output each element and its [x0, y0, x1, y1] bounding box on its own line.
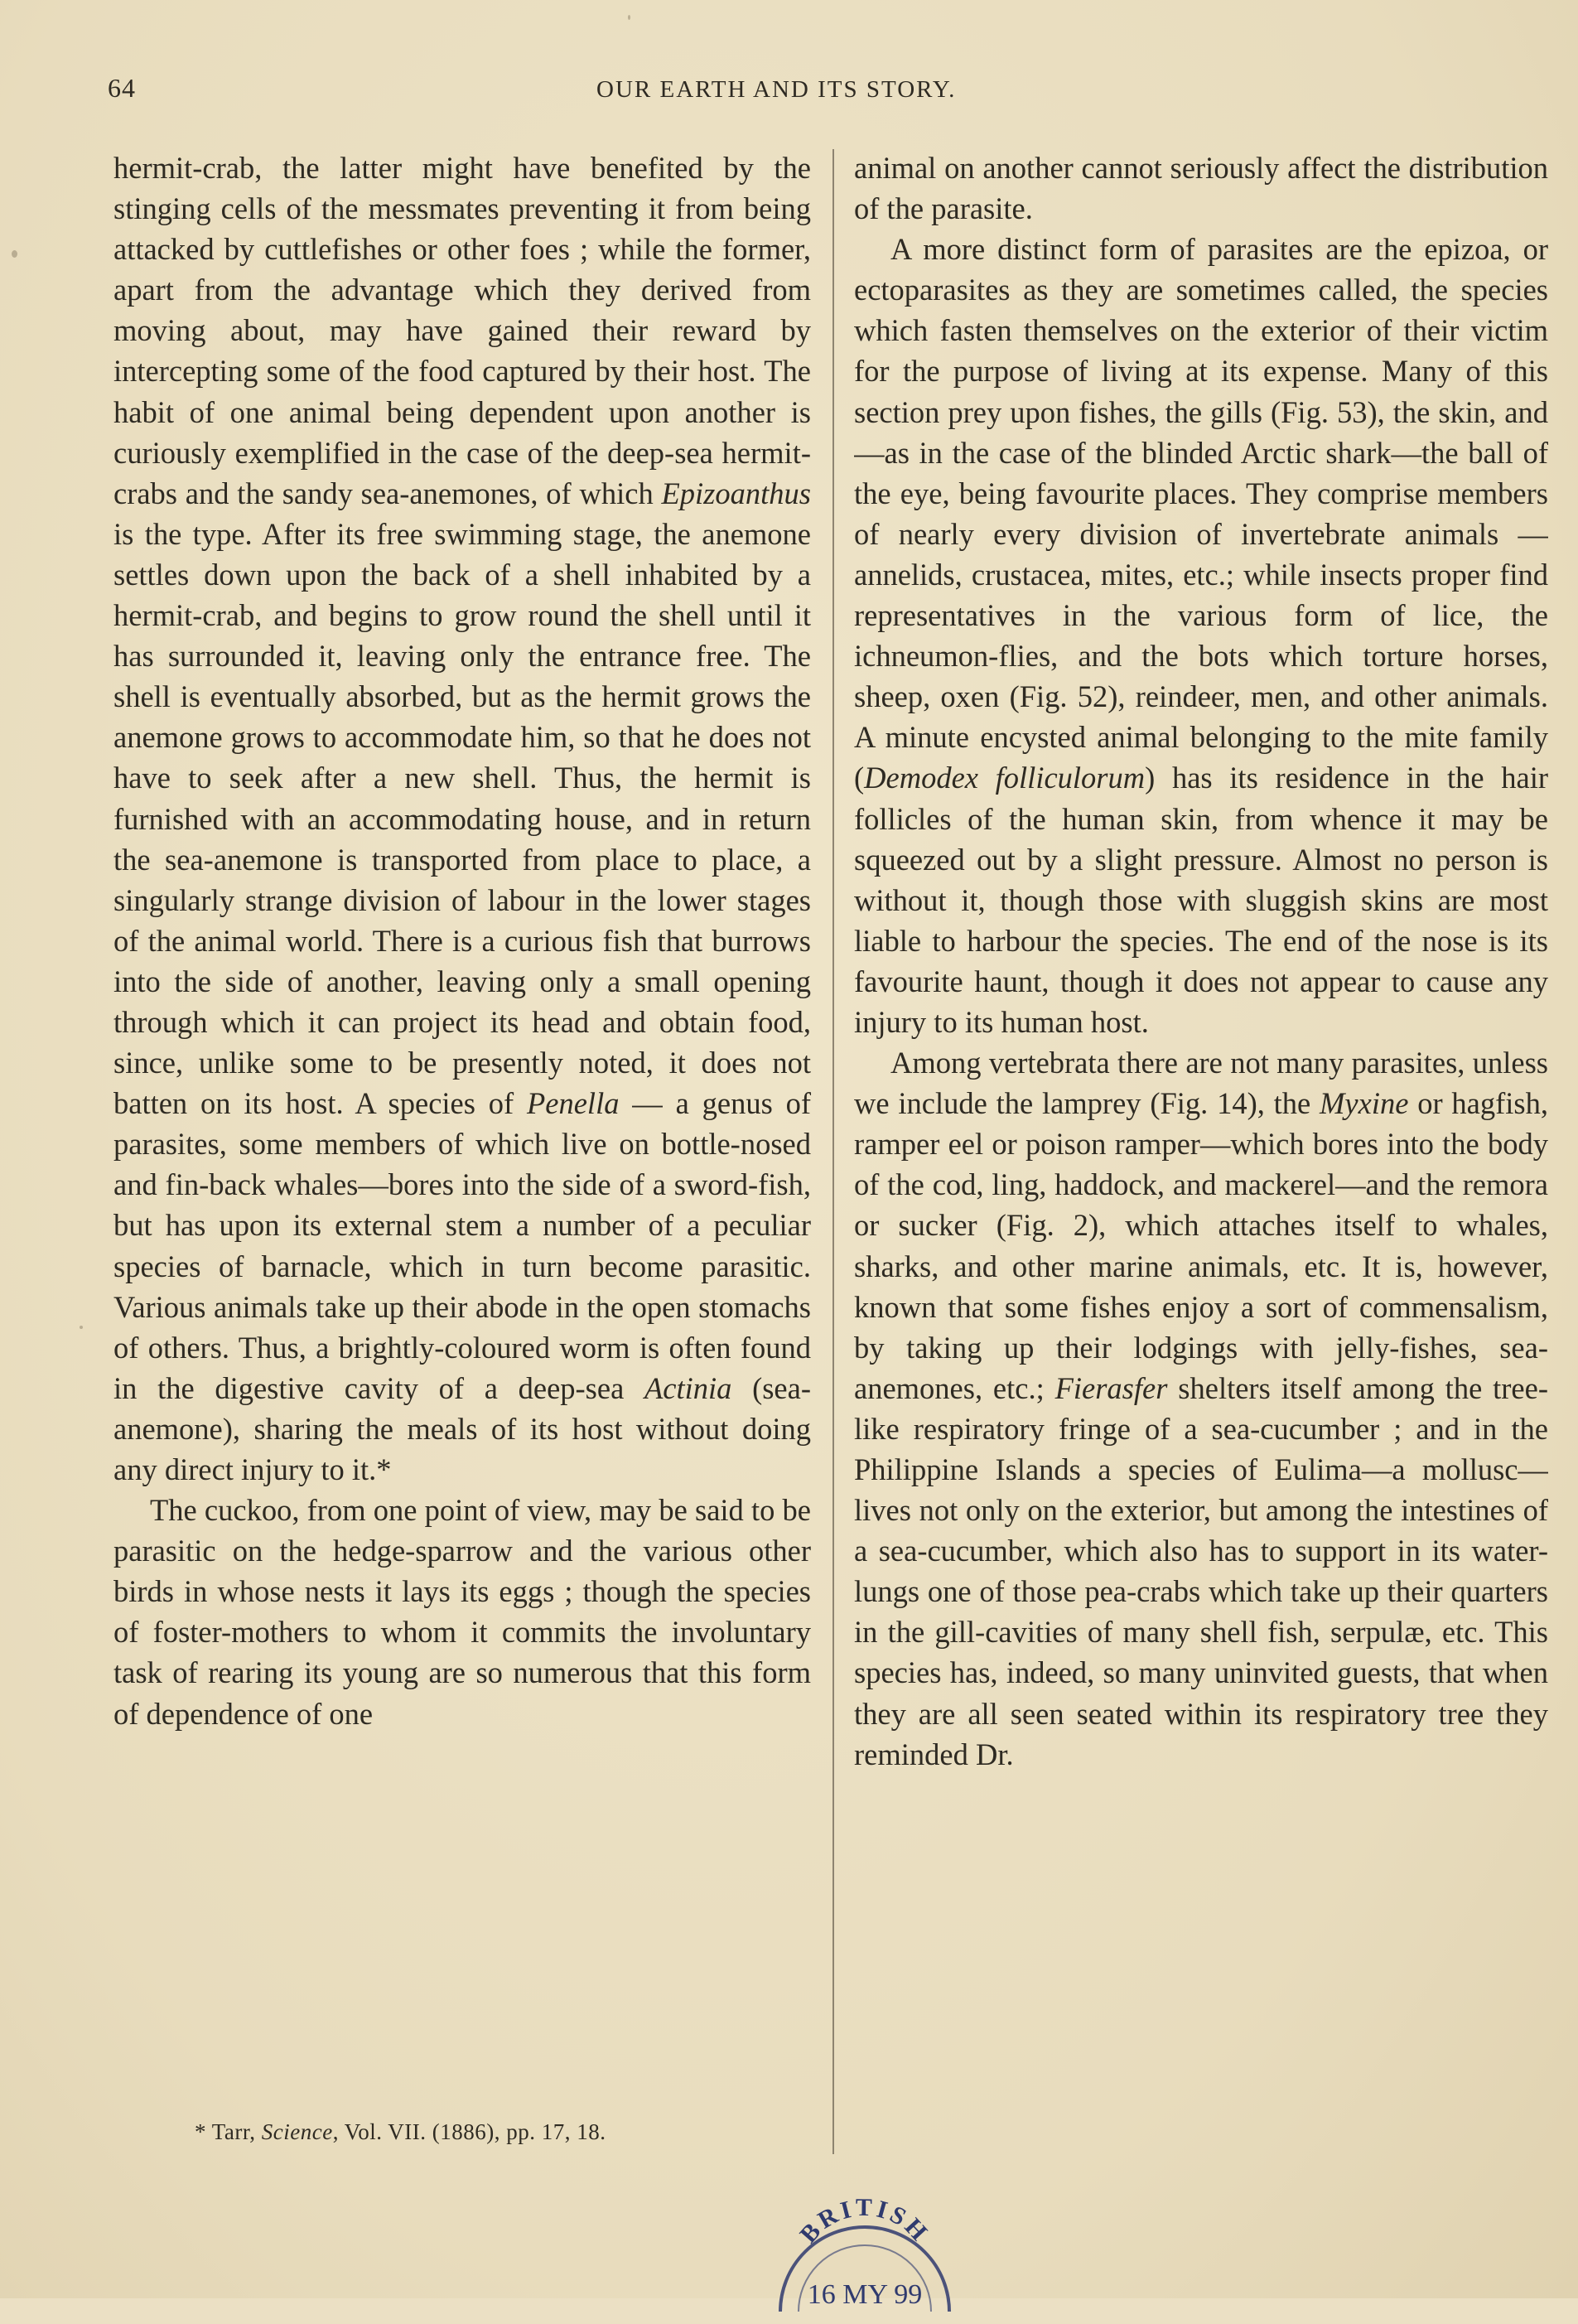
- italic-term: Fierasfer: [1054, 1370, 1168, 1405]
- text-run: is the type. After its free swimming stage, the anemone settles down upon the back of a shell inhabited by a hermit-crab, and begins to grow round the shell until it has surrounded it, leaving only the entrance free. The shell is eventually absorbed, but as the hermit grows the anemone grows to accommodate him, so that he does not have to seek after a new shell. Thus, the hermit is furnished with an accommodating house, and in return the sea-anemone is transported from place to place, a singularly strange division of labour in the lower stages of the animal world. There is a curious fish that burrows into the side of another, leaving only a small opening through which it can project its head and obtain food, since, unlike some to be presently noted, it does not batten on its host. A species of: [113, 516, 811, 1121]
- left-paragraph-1: [113, 147, 811, 1490]
- right-paragraph-2: [854, 229, 1548, 1042]
- stamp-arc-path-text: BRITISH: [794, 2193, 935, 2249]
- stamp-graphic: [769, 2187, 961, 2320]
- right-paragraph-3: [854, 1042, 1548, 1775]
- paper-speck: [12, 250, 17, 258]
- footnote-text: , Vol. VII. (1886), pp. 17, 18.: [332, 2119, 606, 2144]
- footnote-text: * Tarr,: [195, 2119, 262, 2144]
- text-run: — a genus of parasites, some members of which live on bottle-nosed and fin-back whales—bores into the side of a sword-fish, but has upon its external stem a number of a peculiar species of barnacle, which in turn become parasitic. Various animals take up their abode in the open stomachs of others. Thus, a brightly-coloured worm is often found in the digestive cavity of a deep-sea: [113, 1086, 811, 1405]
- italic-term: Epizoanthus: [661, 476, 811, 510]
- text-run: hermit-crab, the latter might have benefited by the stinging cells of the messmates preventing it from being attacked by cuttlefishes or other foes ; while the former, apart from the advantage which they derived from moving about, may have gained their reward by intercepting some of the food captured by their host. The habit of one animal being dependent upon another is curiously exemplified in the case of the deep-sea hermit-crabs and the sandy sea-anemones, of which: [113, 151, 811, 510]
- left-column: [113, 147, 811, 1734]
- italic-term: Actinia: [644, 1370, 732, 1405]
- paper-speck: [80, 1326, 83, 1329]
- footnote: [195, 2119, 606, 2145]
- paper-speck: [628, 15, 630, 20]
- text-run: Among vertebrata there are not many parasites, unless we include the lamprey (Fig. 14), the: [854, 1046, 1548, 1121]
- library-stamp: [769, 2187, 961, 2320]
- italic-term: Penella: [526, 1086, 620, 1121]
- italic-term: Demodex folliculorum: [864, 761, 1146, 795]
- text-run: A more distinct form of parasites are the epizoa, or ectoparasites as they are sometimes called, the species which fasten themselves on the exterior of their victim for the purpose of living at its expense. Many of this section prey upon fishes, the gills (Fig. 53), the skin, and—as in the case of the blinded Arctic shark—the ball of the eye, being favourite places. They comprise members of nearly every division of invertebrate animals — annelids, crustacea, mites, etc.; while insects proper find representatives in the various form of lice, the ichneumon-flies, and the bots which torture horses, sheep, oxen (Fig. 52), reindeer, men, and other animals. A minute encysted animal belonging to the mite family (: [854, 232, 1548, 795]
- stamp-arc-text: [794, 2194, 934, 2249]
- text-run: ) has its residence in the hair follicles of the human skin, from whence it may be squeezed out by a slight pressure. Almost no person is without it, though those with sluggish skins are most liable to harbour the species. The end of the nose is its favourite haunt, though it does not appear to cause any injury to its human host.: [854, 761, 1548, 1039]
- running-head: OUR EARTH AND ITS STORY.: [596, 76, 957, 103]
- page-number: 64: [108, 73, 136, 103]
- stamp-date: 16 MY 99: [807, 2279, 923, 2310]
- italic-term: Myxine: [1320, 1086, 1409, 1121]
- text-run: or hagfish, ramper eel or poison ramper—which bores into the body of the cod, ling, haddock, and mackerel—and the remora or sucker (Fig. 2), which attaches itself to whales, sharks, and other marine animals, etc. It is, however, known that some fishes enjoy a sort of commensalism, by taking up their lodgings with jelly-fishes, sea-anemones, etc.;: [854, 1086, 1548, 1405]
- right-column: [854, 147, 1548, 2169]
- text-run: shelters itself among the tree-like respiratory fringe of a sea-cucumber ; and in the Philippine Islands a species of Eulima—a mollusc—lives not only on the exterior, but among the intestines of a sea-cucumber, which also has to support in its water-lungs one of those pea-crabs which take up their quarters in the gill-cavities of many shell fish, serpulæ, etc. This species has, indeed, so many uninvited guests, that when they are all seen seated within its respiratory tree they reminded Dr.: [854, 1370, 1548, 1771]
- left-paragraph-2: The cuckoo, from one point of view, may be said to be parasitic on the hedge-sparrow and the various other birds in whose nests it lays its eggs ; though the species of foster-mothers to whom it commits the involuntary task of rearing its young are so numerous that this form of dependence of one: [113, 1493, 811, 1731]
- page-header: [108, 73, 1578, 113]
- text-run: (sea-anemone), sharing the meals of its host without doing any direct injury to it.*: [113, 1370, 811, 1486]
- footnote-journal: Science: [261, 2119, 333, 2144]
- right-paragraph-1: animal on another cannot seriously affect the distribution of the parasite.: [854, 151, 1548, 226]
- column-divider: [832, 149, 834, 2154]
